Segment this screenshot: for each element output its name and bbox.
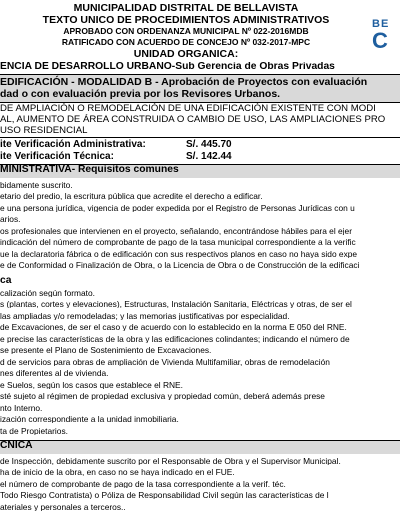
- municipality-logo: [372, 18, 400, 52]
- requirement-item: e una persona jurídica, vigencia de poder expedida por el Registro de Personas Jurídicas con u: [0, 204, 355, 213]
- requirement-item: de Inspección, debidamente suscrito por el Responsable de Obra y el Supervisor Municipal.: [0, 457, 341, 466]
- organic-unit-label: UNIDAD ORGANICA:: [133, 48, 239, 60]
- requirement-item: nes diferentes al de vivienda.: [0, 369, 109, 378]
- section-administrative-title: MINISTRATIVA- Requisitos comunes: [0, 164, 400, 178]
- requirement-item: arios.: [0, 215, 21, 224]
- requirement-item: e Suelos, según los casos que establece el RNE.: [0, 381, 183, 390]
- procedure-title-line2: dad o con evaluación previa por los Revisores Urbanos.: [0, 88, 281, 100]
- requirement-item: calización según formato.: [0, 289, 95, 298]
- requirement-item: Todo Riesgo Contratista) o Póliza de Responsabilidad Civil según las características de l: [0, 491, 329, 500]
- requirement-item: nto Interno.: [0, 404, 43, 413]
- requirement-item: ta de Propietarios.: [0, 427, 68, 436]
- requirement-item: sté sujeto al régimen de propiedad exclusiva y propiedad común, deberá además prese: [0, 392, 325, 401]
- requirement-item: e precise las características de la obra y las edificaciones colindantes; indicando el número de: [0, 335, 350, 344]
- requirement-item: ue la declaratoria fábrica o de edificación con sus respectivos planos en caso no haya sido expe: [0, 250, 358, 259]
- procedure-title-band: [0, 74, 400, 102]
- requirement-item: etario del predio, la escritura pública que acredite el derecho a edificar.: [0, 192, 263, 201]
- logo-text-top: BE: [372, 18, 390, 30]
- fee-amount: S/. 142.44: [186, 151, 232, 162]
- requirement-item: s (plantas, cortes y elevaciones), Estructuras, Instalación Sanitaria, Eléctricas y otras, de ser el: [0, 300, 352, 309]
- requirement-item: e de Conformidad o Finalización de Obra, o la Licencia de Obra o de Construcción de la edificaci: [0, 261, 360, 270]
- requirement-item: indicación del número de comprobante de pago de la tasa municipal correspondiente a la verific: [0, 238, 356, 247]
- fee-amount: S/. 445.70: [186, 139, 232, 150]
- requirement-item: las ampliadas y/o remodeladas; y las memorias justificativas por especialidad.: [0, 312, 290, 321]
- requirement-item: ateriales y personales a terceros..: [0, 503, 126, 512]
- section-technical-title: ca: [0, 276, 12, 286]
- requirement-item: el número de comprobante de pago de la tasa correspondiente a la verif. téc.: [0, 480, 286, 489]
- requirement-item: bidamente suscrito.: [0, 181, 73, 190]
- fee-row-technical: [0, 151, 400, 164]
- logo-text-big: C: [372, 28, 388, 53]
- requirement-item: ización correspondiente a la unidad inmobiliaria.: [0, 415, 179, 424]
- procedure-desc-line2: AL, AUMENTO DE ÁREA CONSTRUIDA O CAMBIO DE USO, LAS AMPLIACIONES PRO: [0, 114, 386, 125]
- fee-label: ite Verificación Administrativa:: [0, 139, 146, 150]
- requirement-item: d de servicios para obras de ampliación de Vivienda Multifamiliar, obras de remodelación: [0, 358, 330, 367]
- fee-label: ite Verificación Técnica:: [0, 151, 114, 162]
- requirement-item: se presente el Plano de Sostenimiento de Excavaciones.: [0, 346, 212, 355]
- requirement-item: ha de inicio de la obra, en caso no se haya indicado en el FUE.: [0, 468, 235, 477]
- section-technical-verification-title: CNICA: [0, 440, 400, 454]
- procedure-desc-line3: USO RESIDENCIAL: [0, 125, 88, 136]
- procedure-title-line1: EDIFICACIÓN - MODALIDAD B - Aprobación de Proyectos con evaluación: [0, 76, 368, 88]
- approval-ordinance: APROBADO CON ORDENANZA MUNICIPAL Nº 022-2016MDB: [63, 26, 309, 36]
- procedure-description: [0, 102, 400, 139]
- ratification-agreement: RATIFICADO CON ACUERDO DE CONCEJO Nº 032-2017-MPC: [61, 37, 311, 47]
- document-title: TEXTO UNICO DE PROCEDIMIENTOS ADMINISTRATIVOS: [42, 14, 330, 26]
- requirement-item: de Excavaciones, de ser el caso y de acuerdo con lo establecido en la norma E 050 del RNE.: [0, 323, 347, 332]
- requirement-item: os profesionales que intervienen en el proyecto, señalando, encontrándose hábiles para el ejer: [0, 227, 352, 236]
- document-header: [0, 0, 400, 62]
- procedure-desc-line1: DE AMPLIACIÓN O REMODELACIÓN DE UNA EDIFICACIÓN EXISTENTE CON MODI: [0, 103, 376, 114]
- municipality-name: MUNICIPALIDAD DISTRITAL DE BELLAVISTA: [73, 2, 299, 14]
- organic-unit-name: ENCIA DE DESARROLLO URBANO-Sub Gerencia de Obras Privadas: [0, 62, 335, 72]
- divider: [0, 137, 400, 138]
